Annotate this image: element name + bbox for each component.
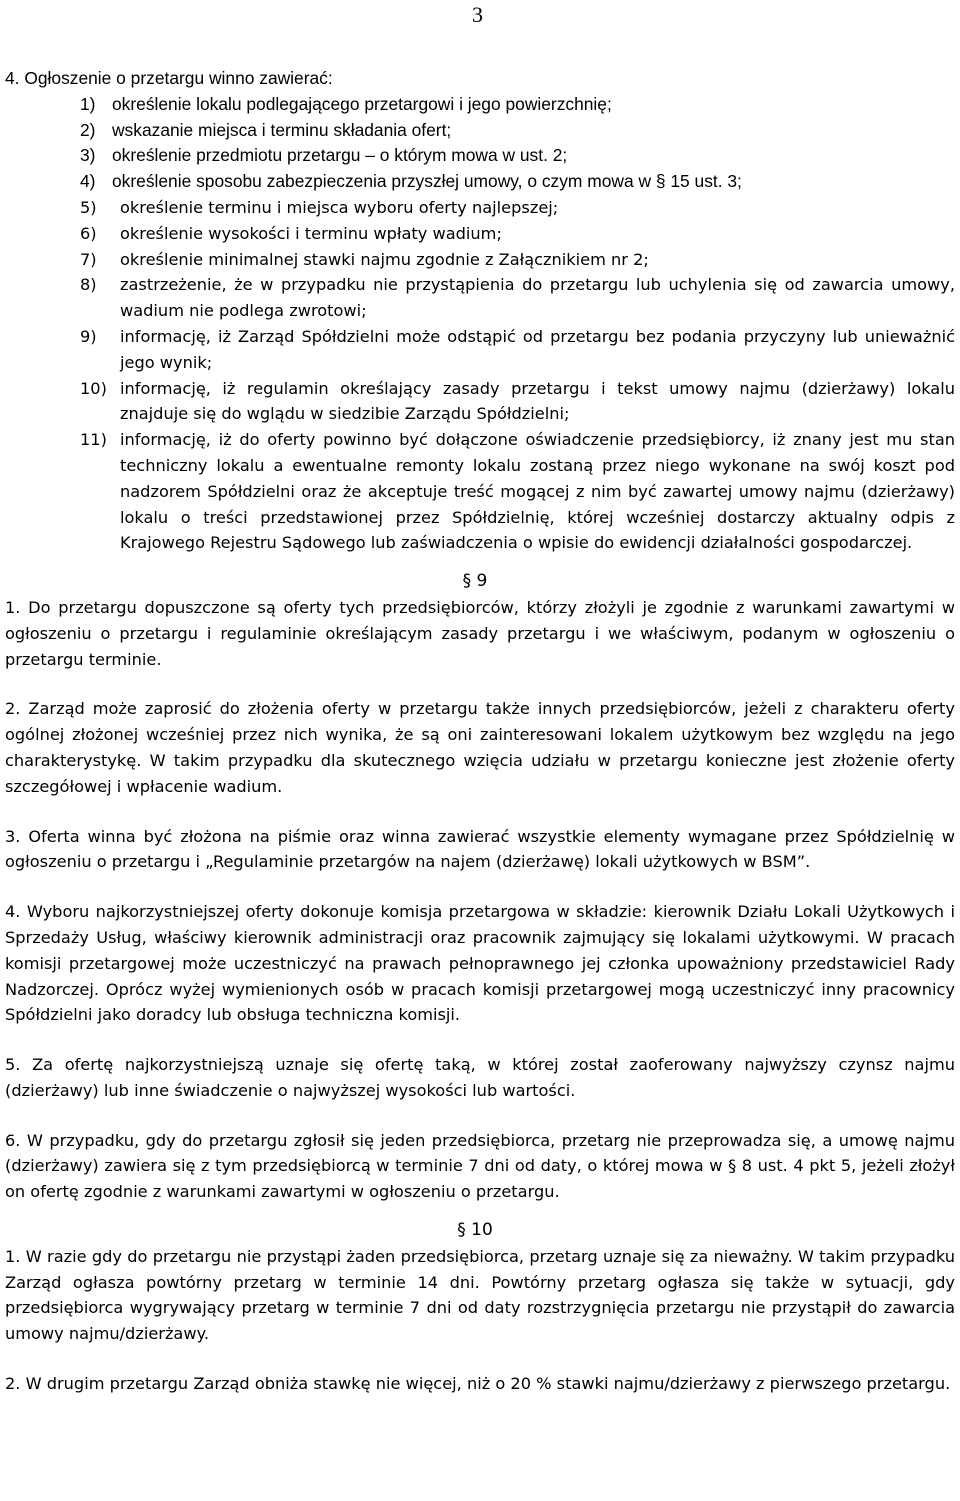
- paragraph: 5. Za ofertę najkorzystniejszą uznaje się ofertę taką, w której został zaoferowany najwyższy czynsz najmu (dzierżawy) lub inne świadczenie o najwyższej wysokości lub wartości.: [5, 1055, 955, 1100]
- paragraph: 3. Oferta winna być złożona na piśmie oraz winna zawierać wszystkie elementy wymagane przez Spółdzielnię w ogłoszeniu o przetargu i „Regulaminie przetargów na najem (dzierżawę) lokali użytkowych w BSM”.: [5, 826, 955, 872]
- list-item-text: wskazanie miejsca i terminu składania ofert;: [112, 119, 452, 140]
- list-item: [5, 324, 955, 376]
- list-item-text: określenie przedmiotu przetargu – o którym mowa w ust. 2;: [112, 145, 568, 166]
- paragraph: 6. W przypadku, gdy do przetargu zgłosił się jeden przedsiębiorca, przetarg nie przeprowadza się, a umowę najmu (dzierżawy) zawiera się z tym przedsiębiorcą w terminie 7 dni od daty, o której mowa w § 8 ust. 4 pkt 5, jeżeli złożył on ofertę zgodnie z warunkami zawartymi w ogłoszeniu o przetargu.: [5, 1130, 955, 1202]
- list-item: [5, 247, 955, 273]
- list-item-text: informację, iż regulamin określający zasady przetargu i tekst umowy najmu (dzierżawy) lokalu znajduje się do wglądu w siedzibie Zarządu Spółdzielni;: [120, 378, 955, 424]
- intro-paragraph: 4. Ogłoszenie o przetargu winno zawierać:: [5, 68, 333, 88]
- list-item: [5, 169, 955, 195]
- list-item-number: 3): [80, 145, 96, 166]
- list-item-number: 5): [80, 197, 97, 217]
- list-item-text: określenie minimalnej stawki najmu zgodnie z Załącznikiem nr 2;: [120, 249, 649, 269]
- list-item-text: określenie lokalu podlegającego przetargowi i jego powierzchnię;: [112, 93, 612, 114]
- list-item: [5, 427, 955, 556]
- paragraph: 2. W drugim przetargu Zarząd obniża stawkę nie więcej, niż o 20 % stawki najmu/dzierżawy z pierwszego przetargu.: [5, 1374, 951, 1394]
- list-item-number: 6): [80, 223, 97, 243]
- list-item-number: 2): [80, 119, 96, 140]
- list-item-number: 10): [80, 378, 107, 398]
- paragraph: 1. W razie gdy do przetargu nie przystąpi żaden przedsiębiorca, przetarg uznaje się za nieważny. W takim przypadku Zarząd ogłasza powtórny przetarg w terminie 14 dni. Powtórny przetarg ogłasza się także w sytuacji, gdy przedsiębiorca wygrywający przetarg w terminie 7 dni od daty rozstrzygnięcia przetargu nie przystąpił do zawarcia umowy najmu/dzierżawy.: [5, 1246, 955, 1344]
- section-heading-10: § 10: [457, 1220, 493, 1241]
- list-item-text: informację, iż Zarząd Spółdzielni może odstąpić od przetargu bez podania przyczyny lub unieważnić jego wynik;: [120, 326, 955, 372]
- paragraph: 2. Zarząd może zaprosić do złożenia oferty w przetargu także innych przedsiębiorców, jeżeli z charakteru oferty ogólnej złożonej wcześniej przez nich wynika, że są oni zainteresowani lokalem użytkowym bez względu na jego charakterystykę. W takim przypadku dla skutecznego wzięcia udziału w przetargu konieczne jest złożenie oferty szczegółowej i wpłacenie wadium.: [5, 699, 955, 796]
- list-item: [5, 92, 955, 118]
- list-item-number: 7): [80, 249, 97, 269]
- list-item: [5, 118, 955, 144]
- paragraph: 4. Wyboru najkorzystniejszej oferty dokonuje komisja przetargowa w składzie: kierownik Działu Lokali Użytkowych i Sprzedaży Usług, właściwy kierownik administracji oraz pracownik zajmujący się lokalami użytkowymi. W pracach komisji przetargowej może uczestniczyć na prawach pełnoprawnego jej członka upoważniony przedstawiciel Rady Nadzorczej. Oprócz wyżej wymienionych osób w pracach komisji przetargowej mogą uczestniczyć inny pracownicy Spółdzielni jako doradcy lub obsługa techniczna komisji.: [5, 902, 955, 1025]
- requirements-list: [5, 92, 955, 556]
- list-item-number: 11): [80, 430, 107, 450]
- list-item: [5, 221, 955, 247]
- list-item-text: określenie wysokości i terminu wpłaty wadium;: [120, 223, 502, 243]
- list-item: [5, 376, 955, 428]
- list-item: [5, 143, 955, 169]
- list-item: [5, 272, 955, 324]
- list-item-number: 8): [80, 275, 97, 295]
- list-item: [5, 195, 955, 221]
- list-item-number: 9): [80, 326, 97, 346]
- list-item-text: zastrzeżenie, że w przypadku nie przystąpienia do przetargu lub uchylenia się od zawarcia umowy, wadium nie podlega zwrotowi;: [120, 275, 955, 321]
- list-item-text: informację, iż do oferty powinno być dołączone oświadczenie przedsiębiorcy, iż znany jest mu stan techniczny lokalu a ewentualne remonty lokalu zostaną przez niego wykonane na swój koszt pod nadzorem Spółdzielni oraz że akceptuje treść mogącej z nim być zawartej umowy najmu (dzierżawy) lokalu o treści przedstawionej przez Spółdzielnię, której wcześniej dostarczy aktualny odpis z Krajowego Rejestru Sądowego lub zaświadczenia o wpisie do ewidencji działalności gospodarczej.: [120, 430, 955, 553]
- list-item-text: określenie terminu i miejsca wyboru oferty najlepszej;: [120, 197, 559, 217]
- section-heading-9: § 9: [462, 571, 488, 592]
- document-body: [5, 66, 955, 1397]
- page-number: 3: [472, 2, 483, 27]
- list-item-number: 4): [80, 171, 96, 192]
- paragraph: 1. Do przetargu dopuszczone są oferty tych przedsiębiorców, którzy złożyli je zgodnie z warunkami zawartymi w ogłoszeniu o przetargu i regulaminie określającym zasady przetargu i we właściwym, podanym w ogłoszeniu o przetargu terminie.: [5, 597, 955, 669]
- list-item-text: określenie sposobu zabezpieczenia przyszłej umowy, o czym mowa w § 15 ust. 3;: [112, 171, 742, 192]
- list-item-number: 1): [80, 93, 96, 114]
